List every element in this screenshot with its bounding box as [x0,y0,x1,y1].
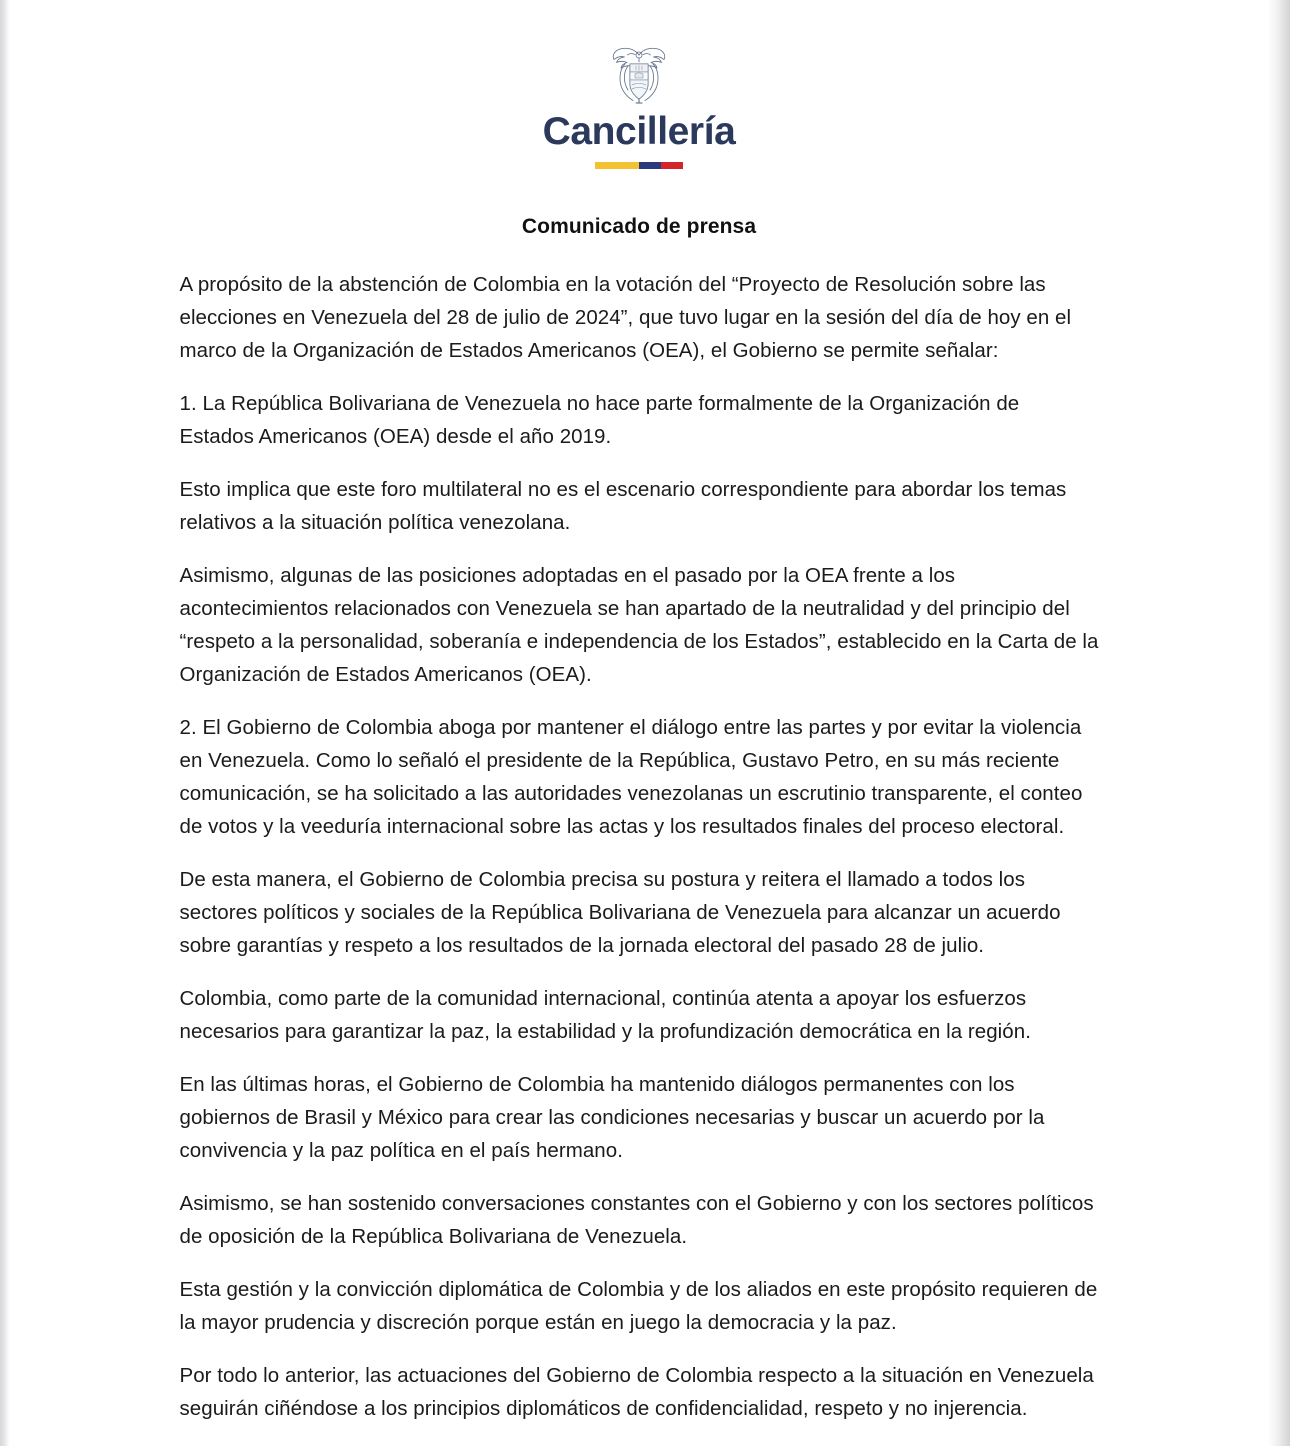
page-title: Comunicado de prensa [521,214,757,238]
page-sheet [10,0,1268,1446]
page-right-edge-shadow [1268,0,1290,1446]
paragraph: 1. La República Bolivariana de Venezuela no hace parte formalmente de la Organización de Estados Americanos (OEA) desde el año 2019. [179,391,1020,448]
cancilleria-wordmark: Cancillería [542,110,736,153]
flag-stripe-yellow [595,162,639,169]
paragraph: De esta manera, el Gobierno de Colombia precisa su postura y reitera el llamado a todos los sectores políticos y sociales de la República Bolivariana de Venezuela para alcanzar un acuerdo sobre garantías y respeto a los resultados de la jornada electoral del pasado 28 de julio. [179,867,1061,957]
masthead [10,0,1268,169]
paragraph: Colombia, como parte de la comunidad internacional, continúa atenta a apoyar los esfuerzos necesarios para garantizar la paz, la estabilidad y la profundización democrática en la región. [179,986,1031,1043]
paragraph: Esta gestión y la convicción diplomática de Colombia y de los aliados en este propósito requieren de la mayor prudencia y discreción porque están en juego la democracia y la paz. [179,1277,1098,1334]
flag-stripe-red [661,162,683,169]
paragraph: 2. El Gobierno de Colombia aboga por mantener el diálogo entre las partes y por evitar la violencia en Venezuela. Como lo señaló el presidente de la República, Gustavo Petro, en su más reciente comunicación, se ha solicitado a las autoridades venezolanas un escrutinio transparente, el conteo de votos y la veeduría internacional sobre las actas y los resultados finales del proceso electoral. [179,715,1083,838]
flag-stripe-blue [639,162,661,169]
page-left-edge-shadow [0,0,10,1446]
paragraph: Esto implica que este foro multilateral no es el escenario correspondiente para abordar los temas relativos a la situación política venezolana. [179,477,1067,534]
paragraph: Asimismo, se han sostenido conversaciones constantes con el Gobierno y con los sectores políticos de oposición de la República Bolivariana de Venezuela. [179,1191,1094,1248]
paragraph: En las últimas horas, el Gobierno de Colombia ha mantenido diálogos permanentes con los gobiernos de Brasil y México para crear las condiciones necesarias y buscar un acuerdo por la convivencia y la paz política en el país hermano. [179,1072,1045,1162]
paragraph: Por todo lo anterior, las actuaciones del Gobierno de Colombia respecto a la situación en Venezuela seguirán ciñéndose a los principios diplomáticos de confidencialidad, respeto y no injerencia. [179,1363,1094,1420]
colombia-flag-bar-icon [595,162,683,169]
colombia-coat-of-arms-icon [607,44,671,106]
paragraph: A propósito de la abstención de Colombia en la votación del “Proyecto de Resolución sobre las elecciones en Venezuela del 28 de julio de 2024”, que tuvo lugar en la sesión del día de hoy en el marco de la Organización de Estados Americanos (OEA), el Gobierno se permite señalar: [179,272,1072,362]
document-body [180,169,1099,1425]
paragraph: Asimismo, algunas de las posiciones adoptadas en el pasado por la OEA frente a los acontecimientos relacionados con Venezuela se han apartado de la neutralidad y del principio del “respeto a la personalidad, soberanía e independencia de los Estados”, establecido en la Carta de la Organización de Estados Americanos (OEA). [179,563,1099,686]
